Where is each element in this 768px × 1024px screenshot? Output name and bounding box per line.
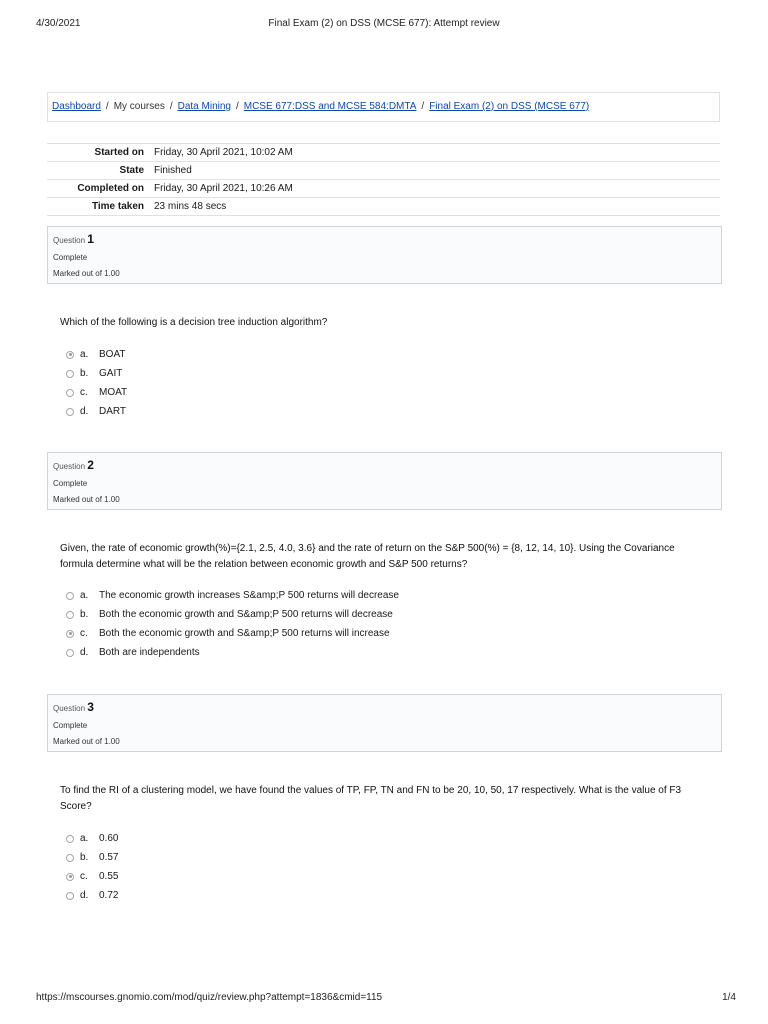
answer-letter: d. bbox=[80, 406, 89, 417]
summary-row-state bbox=[47, 162, 720, 180]
question-3-text: To find the RI of a clustering model, we have found the values of TP, FP, TN and FN to be 20, 10, 50, 17 respectively. What is the value of F3 Score? bbox=[60, 785, 682, 812]
question-label: Question bbox=[53, 704, 86, 713]
question-status: Complete bbox=[53, 721, 88, 730]
breadcrumb-my-courses: My courses bbox=[113, 101, 165, 112]
breadcrumb bbox=[47, 92, 720, 122]
summary-row-completed bbox=[47, 180, 720, 198]
answer-letter: b. bbox=[80, 609, 89, 620]
summary-row-started bbox=[47, 144, 720, 162]
answer-letter: c. bbox=[80, 387, 88, 398]
question-1-text: Which of the following is a decision tree induction algorithm? bbox=[60, 317, 328, 328]
answer-option[interactable] bbox=[66, 364, 127, 383]
radio-icon[interactable] bbox=[66, 649, 74, 657]
question-status: Complete bbox=[53, 253, 88, 262]
answer-option[interactable] bbox=[66, 829, 118, 848]
breadcrumb-separator: / bbox=[169, 101, 173, 112]
summary-row-time bbox=[47, 198, 720, 216]
breadcrumb-separator: / bbox=[105, 101, 109, 112]
answer-option[interactable] bbox=[66, 643, 399, 662]
page-number: 1/4 bbox=[722, 992, 736, 1003]
question-marks: Marked out of 1.00 bbox=[53, 495, 120, 504]
question-number: 1 bbox=[87, 232, 94, 246]
completed-value: Friday, 30 April 2021, 10:26 AM bbox=[150, 180, 720, 198]
question-2-answers bbox=[66, 586, 399, 662]
answer-option[interactable] bbox=[66, 886, 118, 905]
question-3-info bbox=[47, 694, 722, 752]
answer-text: 0.60 bbox=[99, 833, 119, 844]
breadcrumb-course-link[interactable]: MCSE 677:DSS and MCSE 584:DMTA bbox=[243, 101, 417, 112]
answer-letter: a. bbox=[80, 590, 89, 601]
question-number: 3 bbox=[87, 700, 94, 714]
answer-letter: d. bbox=[80, 890, 89, 901]
answer-text: 0.72 bbox=[99, 890, 119, 901]
radio-icon[interactable] bbox=[66, 854, 74, 862]
radio-icon[interactable] bbox=[66, 408, 74, 416]
answer-text: Both the economic growth and S&amp;P 500 returns will decrease bbox=[99, 609, 393, 620]
radio-selected-icon[interactable] bbox=[66, 351, 74, 359]
state-label: State bbox=[47, 162, 150, 180]
print-title: Final Exam (2) on DSS (MCSE 677): Attempt review bbox=[268, 18, 500, 29]
question-marks: Marked out of 1.00 bbox=[53, 269, 120, 278]
started-label: Started on bbox=[47, 144, 150, 162]
radio-icon[interactable] bbox=[66, 389, 74, 397]
radio-selected-icon[interactable] bbox=[66, 873, 74, 881]
breadcrumb-quiz-link[interactable]: Final Exam (2) on DSS (MCSE 677) bbox=[429, 101, 590, 112]
radio-icon[interactable] bbox=[66, 611, 74, 619]
radio-icon[interactable] bbox=[66, 592, 74, 600]
print-url: https://mscourses.gnomio.com/mod/quiz/review.php?attempt=1836&cmid=115 bbox=[36, 992, 383, 1003]
breadcrumb-dashboard-link[interactable]: Dashboard bbox=[52, 101, 101, 112]
answer-letter: a. bbox=[80, 349, 89, 360]
question-3-answers bbox=[66, 829, 118, 905]
question-1-info bbox=[47, 226, 722, 284]
answer-text: 0.55 bbox=[99, 871, 119, 882]
radio-icon[interactable] bbox=[66, 892, 74, 900]
answer-letter: b. bbox=[80, 368, 89, 379]
radio-selected-icon[interactable] bbox=[66, 630, 74, 638]
breadcrumb-separator: / bbox=[235, 101, 239, 112]
answer-option[interactable] bbox=[66, 848, 118, 867]
answer-letter: c. bbox=[80, 871, 88, 882]
answer-text: Both the economic growth and S&amp;P 500 returns will increase bbox=[99, 628, 390, 639]
time-taken-value: 23 mins 48 secs bbox=[150, 198, 720, 216]
print-date: 4/30/2021 bbox=[36, 18, 81, 29]
attempt-summary-table bbox=[47, 143, 720, 216]
answer-text: Both are independents bbox=[99, 647, 200, 658]
question-marks: Marked out of 1.00 bbox=[53, 737, 120, 746]
answer-text: The economic growth increases S&amp;P 500 returns will decrease bbox=[99, 590, 399, 601]
completed-label: Completed on bbox=[47, 180, 150, 198]
question-status: Complete bbox=[53, 479, 88, 488]
answer-option[interactable] bbox=[66, 867, 118, 886]
answer-text: DART bbox=[99, 406, 127, 417]
answer-text: 0.57 bbox=[99, 852, 119, 863]
answer-option[interactable] bbox=[66, 586, 399, 605]
answer-text: BOAT bbox=[99, 349, 126, 360]
breadcrumb-separator: / bbox=[421, 101, 425, 112]
answer-option[interactable] bbox=[66, 624, 399, 643]
radio-icon[interactable] bbox=[66, 835, 74, 843]
answer-option[interactable] bbox=[66, 402, 127, 421]
answer-option[interactable] bbox=[66, 345, 127, 364]
answer-letter: d. bbox=[80, 647, 89, 658]
answer-letter: b. bbox=[80, 852, 89, 863]
radio-icon[interactable] bbox=[66, 370, 74, 378]
question-2-info bbox=[47, 452, 722, 510]
breadcrumb-data-mining-link[interactable]: Data Mining bbox=[177, 101, 231, 112]
answer-option[interactable] bbox=[66, 605, 399, 624]
question-label: Question bbox=[53, 236, 86, 245]
answer-letter: a. bbox=[80, 833, 89, 844]
question-label: Question bbox=[53, 462, 86, 471]
question-2-text: Given, the rate of economic growth(%)={2.1, 2.5, 4.0, 3.6} and the rate of return on the S&P 500(%) = {8, 12, 14, 10}. Using the Covariance formula determine what will be the relation between economic growth and S&P 500 returns? bbox=[60, 543, 675, 570]
question-number: 2 bbox=[87, 458, 94, 472]
answer-text: MOAT bbox=[99, 387, 128, 398]
started-value: Friday, 30 April 2021, 10:02 AM bbox=[150, 144, 720, 162]
time-taken-label: Time taken bbox=[47, 198, 150, 216]
answer-letter: c. bbox=[80, 628, 88, 639]
question-1-answers bbox=[66, 345, 127, 421]
state-value: Finished bbox=[150, 162, 720, 180]
answer-option[interactable] bbox=[66, 383, 127, 402]
answer-text: GAIT bbox=[99, 368, 123, 379]
